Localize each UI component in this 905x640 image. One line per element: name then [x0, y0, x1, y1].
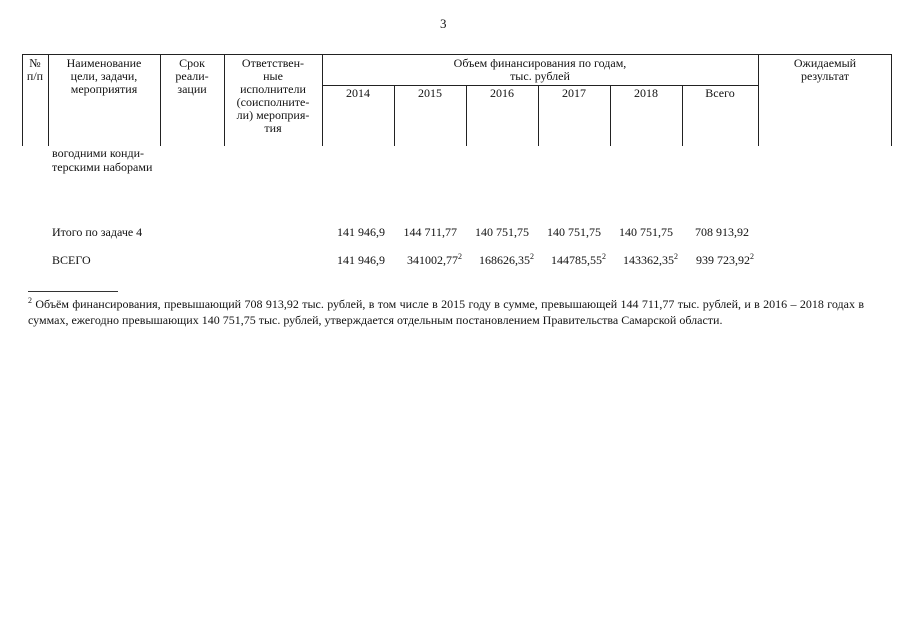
- header-term: Срок реали- зации: [175, 56, 209, 96]
- table-header: [22, 54, 892, 146]
- header-name: Наименование цели, задачи, мероприятия: [66, 56, 142, 96]
- value-cell: 708 913,92: [695, 225, 749, 239]
- value-cell: 143362,35$^2$: [623, 252, 678, 267]
- header-result: Ожидаемый результат: [793, 56, 857, 83]
- footnote-text: Объём финансирования, превышающий 708 913,92 тыс. рублей, в том числе в 2015 году в сумме, превышающей 144 711,77 тыс. рублей, и в 2016 – 2018 годах в суммах, ежегодно превышающих 140 751,75 тыс. рублей, утверждается отдельным постановлением Правительства Самарской области.: [28, 297, 865, 327]
- footnote-separator: [28, 291, 118, 292]
- page-number: 3: [440, 16, 447, 31]
- value-cell: 141 946,9: [337, 253, 385, 267]
- header-year: 2018: [634, 86, 658, 100]
- footnote-marker: 2: [28, 296, 32, 305]
- row-label-subtotal: Итого по задаче 4: [52, 225, 143, 239]
- value-cell: 939 723,92$^2$: [696, 252, 754, 267]
- header-responsible: Ответствен- ные исполнители (соисполните- ли) мероприя- тия: [236, 56, 310, 135]
- border-top: [22, 54, 892, 55]
- header-year: 2016: [490, 86, 514, 100]
- footnote-marker: 2: [602, 252, 606, 261]
- header-funding: Объем финансирования по годам, тыс. рублей: [453, 56, 627, 83]
- value-cell: 144785,55$^2$: [551, 252, 606, 267]
- value-cell: 341002,77$^2$: [407, 252, 462, 267]
- value-cell: 140 751,75: [619, 225, 673, 239]
- header-year: 2015: [418, 86, 442, 100]
- footnote-marker: 2: [674, 252, 678, 261]
- header-year: 2014: [346, 86, 370, 100]
- header-total: Всего: [705, 86, 735, 100]
- header-year: 2017: [562, 86, 586, 100]
- footnote-marker: 2: [458, 252, 462, 261]
- header-number: № п/п: [26, 56, 44, 83]
- value-cell: 141 946,9: [337, 225, 385, 239]
- row-label-total: ВСЕГО: [52, 253, 91, 267]
- footnote: [28, 297, 864, 328]
- funding-subheader-rule: [322, 85, 758, 86]
- continuation-text: вогодними конди- терскими наборами: [52, 146, 153, 174]
- value-cell: 140 751,75: [547, 225, 601, 239]
- value-cell: 140 751,75: [475, 225, 529, 239]
- footnote-marker: 2: [750, 252, 754, 261]
- value-cell: 168626,35$^2$: [479, 252, 534, 267]
- footnote-marker: 2: [530, 252, 534, 261]
- value-cell: 144 711,77: [403, 225, 457, 239]
